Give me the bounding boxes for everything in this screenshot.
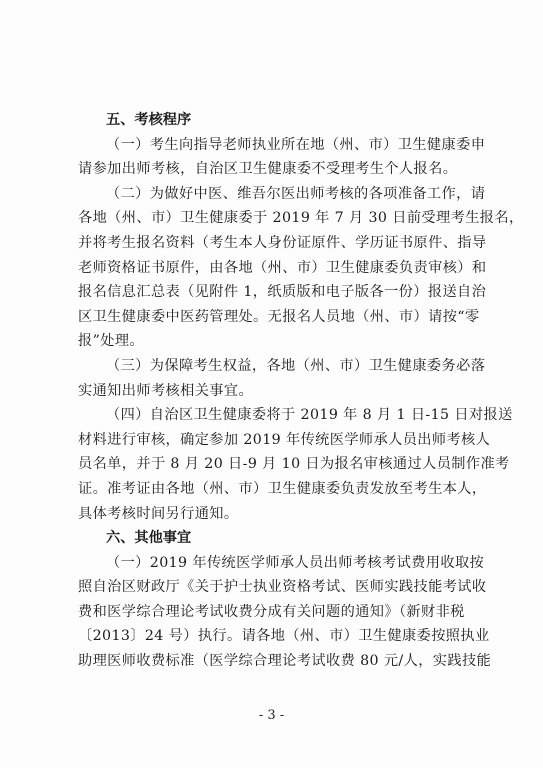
text-line: 并将考生报名资料（考生本人身份证原件、学历证书原件、指导 [78,234,487,251]
text-line: 老师资格证书原件，由各地（州、市）卫生健康委负责审核）和 [78,259,487,276]
text-line: 区卫生健康委中医药管理处。无报名人员地（州、市）请按“零 [78,308,480,325]
paragraph-5-3 [78,354,486,403]
text-line: 具体考核时间另行通知。 [78,505,239,522]
text-line: 材料进行审核，确定参加 2019 年传统医学师承人员出师考核人 [78,431,491,448]
section-heading-other-matters: 六、其他事宜 [106,530,192,547]
document-body [78,108,524,674]
text-line: （一）考生向指导老师执业所在地（州、市）卫生健康委申 [106,136,486,153]
paragraph-5-4 [78,403,513,526]
text-line: （一）2019 年传统医学师承人员出师考核考试费用收取按 [106,554,485,571]
text-line: 照自治区财政厅《关于护士执业资格考试、医师实践技能考试收 [78,579,487,596]
paragraph-5-2 [78,182,524,354]
text-line: 助理医师收费标准（医学综合理论考试收费 80 元/人，实践技能 [78,653,492,670]
text-line: 各地（州、市）卫生健康委于 2019 年 7 月 30 日前受理考生报名， [78,210,524,227]
text-line: 请参加出师考核，自治区卫生健康委不受理考生个人报名。 [78,161,458,178]
text-line: 实通知出师考核相关事宜。 [78,382,254,399]
text-line: （四）自治区卫生健康委将于 2019 年 8 月 1 日-15 日对报送 [106,407,513,424]
text-line: 报名信息汇总表（见附件 1，纸质版和电子版各一份）报送自治 [78,284,487,301]
text-line: 〔2013〕24 号）执行。请各地（州、市）卫生健康委按照执业 [78,628,490,645]
text-line: 报”处理。 [78,333,145,350]
text-line: 员名单，并于 8 月 20 日-9 月 10 日为报名审核通过人员制作准考 [78,456,510,473]
paragraph-6-1 [78,551,492,674]
text-line: （二）为做好中医、维吾尔医出师考核的各项准备工作，请 [106,185,486,202]
text-line: 证。准考证由各地（州、市）卫生健康委负责发放至考生本人， [78,480,487,497]
page-number: - 3 - [258,708,285,723]
text-line: 费和医学综合理论考试收费分成有关问题的通知》（新财非税 [78,603,465,620]
section-heading-exam-procedure: 五、考核程序 [106,112,192,128]
text-line: （三）为保障考生权益，各地（州、市）卫生健康委务必落 [106,357,486,374]
paragraph-5-1 [78,133,486,182]
